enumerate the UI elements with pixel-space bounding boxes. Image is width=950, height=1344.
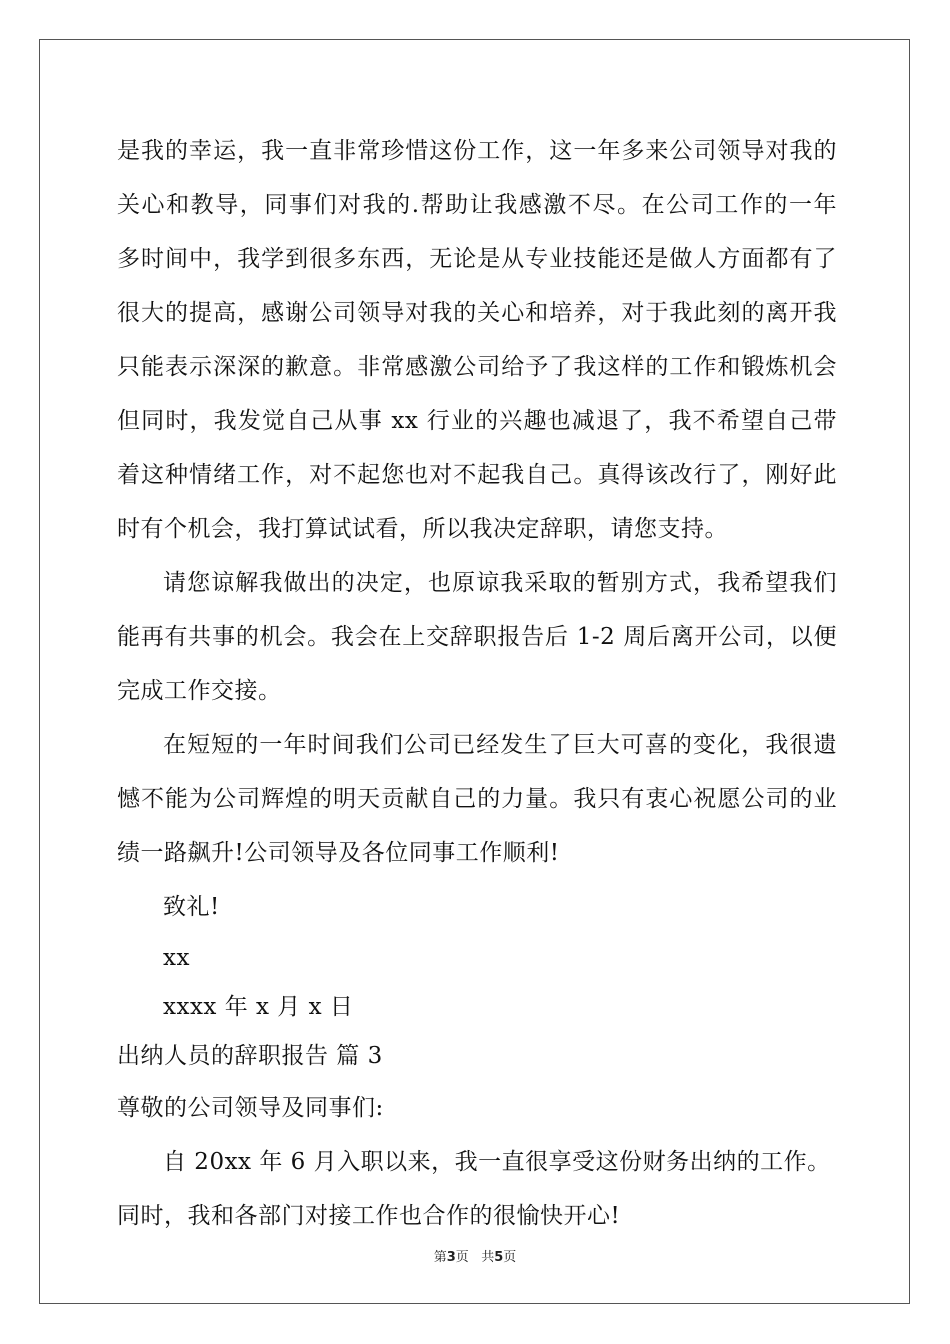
paragraph-4 bbox=[117, 1135, 837, 1243]
text-line: 同时，我和各部门对接工作也合作的很愉快开心! bbox=[117, 1203, 621, 1229]
paragraph-2 bbox=[117, 556, 837, 718]
text-line: 着这种情绪工作，对不起您也对不起我自己。真得该改行了，刚好此 bbox=[117, 462, 837, 488]
footer-total-suffix: 页 bbox=[503, 1250, 517, 1265]
paragraph-3 bbox=[117, 718, 837, 880]
text-line: 时有个机会，我打算试试看，所以我决定辞职，请您支持。 bbox=[117, 516, 728, 542]
page-total: 5 bbox=[494, 1250, 504, 1265]
text-line: 关心和教导，同事们对我的.帮助让我感激不尽。在公司工作的一年 bbox=[117, 192, 837, 218]
document-body bbox=[117, 124, 837, 1243]
text-line: 很大的提高，感谢公司领导对我的关心和培养，对于我此刻的离开我 bbox=[117, 300, 837, 326]
footer-prefix: 第 bbox=[433, 1250, 447, 1265]
text-line: 完成工作交接。 bbox=[117, 678, 282, 704]
text-line: 多时间中，我学到很多东西，无论是从专业技能还是做人方面都有了 bbox=[117, 246, 837, 272]
text-line: 请您谅解我做出的决定，也原谅我采取的暂别方式，我希望我们 bbox=[163, 570, 837, 596]
text-line: 绩一路飙升!公司领导及各位同事工作顺利! bbox=[117, 840, 560, 866]
text-line: 是我的幸运，我一直非常珍惜这份工作，这一年多来公司领导对我的 bbox=[117, 138, 837, 164]
footer-total-prefix: 共 bbox=[481, 1250, 495, 1265]
page-number: 3 bbox=[446, 1250, 456, 1265]
signature: xx bbox=[163, 945, 190, 971]
footer-page-suffix: 页 bbox=[455, 1250, 469, 1265]
text-line: 只能表示深深的歉意。非常感激公司给予了我这样的工作和锻炼机会 bbox=[117, 354, 837, 380]
text-line: 自 20xx 年 6 月入职以来，我一直很享受这份财务出纳的工作。 bbox=[163, 1149, 831, 1175]
text-line: 憾不能为公司辉煌的明天贡献自己的力量。我只有衷心祝愿公司的业 bbox=[117, 786, 837, 812]
section-title: 出纳人员的辞职报告 篇 3 bbox=[117, 1043, 383, 1069]
page-footer bbox=[0, 1246, 950, 1265]
paragraph-1 bbox=[117, 124, 837, 556]
date: xxxx 年 x 月 x 日 bbox=[163, 994, 354, 1020]
text-line: 但同时，我发觉自己从事 xx 行业的兴趣也减退了，我不希望自己带 bbox=[117, 408, 837, 434]
salutation: 尊敬的公司领导及同事们: bbox=[117, 1095, 384, 1121]
text-line: 在短短的一年时间我们公司已经发生了巨大可喜的变化，我很遗 bbox=[163, 732, 837, 758]
text-line: 能再有共事的机会。我会在上交辞职报告后 1-2 周后离开公司，以便 bbox=[117, 624, 837, 650]
closing: 致礼! bbox=[163, 894, 220, 920]
